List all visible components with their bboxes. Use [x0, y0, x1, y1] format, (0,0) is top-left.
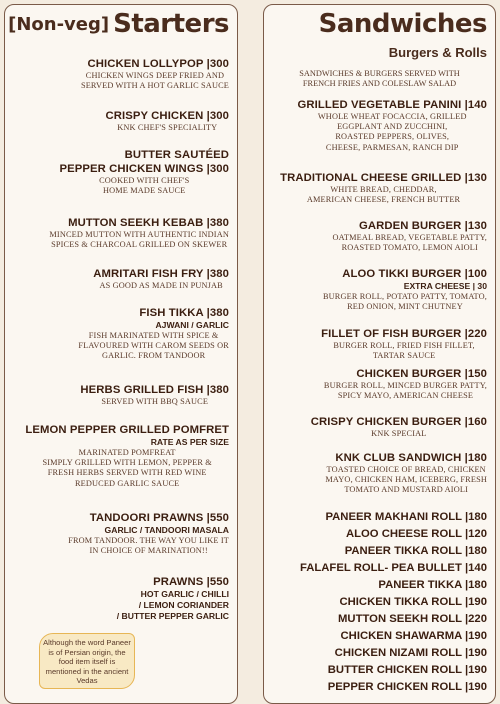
item-name: KNK CLUB SANDWICH |180: [335, 452, 487, 464]
item-desc: REDUCED GARLIC SAUCE: [74, 478, 180, 488]
menu-item-knk-club-sandwich: [325, 451, 487, 496]
item-desc: WHITE BREAD, CHEDDAR,: [330, 185, 437, 194]
paneer-fact-note: Although the word Paneer is of Persian origin, the food item itself is mentioned in the ancient Vedas: [39, 633, 135, 689]
item-name: FISH TIKKA |380: [139, 307, 229, 319]
item-desc: KNK CHEF'S SPECIALITY: [117, 123, 218, 132]
item-options: GARLIC / TANDOORI MASALA: [104, 525, 229, 535]
sandwiches-title: Sandwiches: [318, 9, 487, 39]
item-desc: MAYO, CHICKEN HAM, ICEBERG, FRESH: [325, 475, 487, 485]
item-desc: AMERICAN CHEESE, FRENCH BUTTER: [306, 195, 461, 205]
item-options: RATE AS PER SIZE: [150, 437, 229, 447]
item-name: LEMON PEPPER GRILLED POMFRET: [25, 424, 229, 436]
menu-item-prawns: [117, 575, 229, 622]
starters-title-text: Starters: [113, 9, 229, 39]
item-desc: BURGER ROLL, MINCED BURGER PATTY,: [323, 381, 487, 390]
item-desc: ROASTED PEPPERS, OLIVES,: [335, 132, 450, 142]
menu-item-crispy-chicken: [105, 109, 229, 133]
roll-item: PANEER MAKHANI ROLL |180: [325, 511, 487, 523]
roll-item: CHICKEN TIKKA ROLL |190: [339, 596, 487, 608]
item-name: ALOO TIKKI BURGER |100: [342, 268, 487, 280]
item-options: EXTRA CHEESE | 30: [403, 281, 487, 291]
menu-item-aloo-tikki-burger: [323, 267, 487, 312]
menu-item-garden-burger: [333, 219, 488, 253]
menu-item-amritari-fish-fry: [93, 267, 229, 291]
menu-item-chicken-lollypop: [81, 57, 229, 91]
item-name: TRADITIONAL CHEESE GRILLED |130: [280, 172, 487, 184]
item-name: GARDEN BURGER |130: [359, 220, 487, 232]
roll-item: PANEER TIKKA ROLL |180: [344, 545, 487, 557]
menu-item-grilled-vegetable-panini: [297, 98, 487, 153]
item-desc: CHEESE, PARMESAN, RANCH DIP: [325, 142, 459, 152]
roll-item: FALAFEL ROLL- PEA BULLET |140: [299, 562, 487, 574]
item-desc: FRESH HERBS SERVED WITH RED WINE: [47, 468, 207, 478]
non-veg-label: [Non-veg]: [8, 14, 110, 35]
item-name-line2: PEPPER CHICKEN WINGS |300: [59, 163, 229, 175]
item-options: HOT GARLIC / CHILLI: [140, 589, 229, 599]
menu-item-tandoori-prawns: [68, 511, 229, 556]
item-desc: ROASTED TOMATO, LEMON AIOLI: [341, 243, 478, 253]
item-name: CHICKEN BURGER |150: [356, 368, 487, 380]
item-desc: CHICKEN WINGS DEEP FRIED AND: [85, 71, 225, 80]
item-desc: SERVED WITH A HOT GARLIC SAUCE: [80, 81, 229, 91]
item-name: TANDOORI PRAWNS |550: [89, 512, 229, 524]
sandwiches-intro: [272, 69, 487, 89]
item-desc: SIMPLY GRILLED WITH LEMON, PEPPER &: [42, 458, 212, 468]
starters-title: [8, 11, 229, 38]
menu-item-traditional-cheese-grilled: [280, 171, 487, 205]
item-desc: IN CHOICE OF MARINATION!!: [89, 546, 208, 556]
roll-item: PANEER TIKKA |180: [378, 579, 487, 591]
roll-item: CHICKEN NIZAMI ROLL |190: [334, 647, 487, 659]
sandwiches-subtitle: Burgers & Rolls: [388, 45, 487, 60]
item-desc: EGGPLANT AND ZUCCHINI,: [337, 122, 448, 132]
intro-line: SANDWICHES & BURGERS SERVED WITH: [299, 69, 460, 78]
item-desc: TOMATO AND MUSTARD AIOLI: [344, 485, 468, 495]
item-name: CHICKEN LOLLYPOP |300: [87, 58, 229, 70]
item-desc: FROM TANDOOR. THE WAY YOU LIKE IT: [68, 536, 229, 545]
item-desc: HOME MADE SAUCE: [103, 186, 186, 196]
item-options: / BUTTER PEPPER GARLIC: [116, 611, 229, 621]
item-desc: TOASTED CHOICE OF BREAD, CHICKEN: [326, 465, 486, 474]
item-desc: SERVED WITH BBQ SAUCE: [101, 397, 209, 406]
item-desc: RED ONION, MINT CHUTNEY: [347, 302, 463, 312]
intro-line: FRENCH FRIES AND COLESLAW SALAD: [302, 79, 457, 89]
menu-item-pepper-chicken-wings: [59, 148, 229, 196]
roll-item: ALOO CHEESE ROLL |120: [345, 528, 487, 540]
menu-item-herbs-grilled-fish: [80, 383, 229, 407]
menu-item-fish-tikka: [78, 306, 229, 362]
item-desc: MINCED MUTTON WITH AUTHENTIC INDIAN: [49, 230, 229, 239]
item-name: PRAWNS |550: [153, 576, 229, 588]
item-name: BUTTER SAUTÉED: [124, 149, 229, 161]
item-desc: COOKED WITH CHEF'S: [99, 176, 190, 185]
starters-panel: [4, 4, 238, 704]
item-desc: WHOLE WHEAT FOCACCIA, GRILLED: [317, 112, 467, 121]
item-desc: OATMEAL BREAD, VEGETABLE PATTY,: [332, 233, 487, 242]
item-desc: BURGER ROLL, FRIED FISH FILLET,: [333, 341, 475, 350]
item-desc: MARINATED POMFREAT: [78, 448, 176, 457]
item-desc: BURGER ROLL, POTATO PATTY, TOMATO,: [322, 292, 487, 301]
item-name: FILLET OF FISH BURGER |220: [321, 328, 487, 340]
item-name: MUTTON SEEKH KEBAB |380: [68, 217, 229, 229]
item-desc: FLAVOURED WITH CAROM SEEDS OR: [78, 341, 229, 351]
sandwiches-panel: [263, 4, 496, 704]
item-name: CRISPY CHICKEN |300: [105, 110, 229, 122]
item-desc: KNK SPECIAL: [371, 429, 427, 438]
menu-item-fillet-of-fish-burger: [321, 327, 487, 361]
item-options: / LEMON CORIANDER: [138, 600, 229, 610]
roll-item: CHICKEN SHAWARMA |190: [340, 630, 487, 642]
item-desc: SPICES & CHARCOAL GRILLED ON SKEWER: [51, 240, 228, 250]
roll-item: PEPPER CHICKEN ROLL |190: [327, 681, 487, 693]
item-desc: FISH MARINATED WITH SPICE &: [88, 331, 219, 340]
item-desc: SPICY MAYO, AMERICAN CHEESE: [337, 391, 474, 401]
item-desc: AS GOOD AS MADE IN PUNJAB: [99, 281, 223, 290]
item-name: HERBS GRILLED FISH |380: [80, 384, 229, 396]
menu-item-chicken-burger: [324, 367, 487, 401]
roll-item: MUTTON SEEKH ROLL |220: [338, 613, 487, 625]
menu-item-crispy-chicken-burger: [311, 415, 487, 439]
item-name: GRILLED VEGETABLE PANINI |140: [297, 99, 487, 111]
item-name: AMRITARI FISH FRY |380: [93, 268, 229, 280]
item-desc: GARLIC. FROM TANDOOR: [101, 351, 206, 361]
menu-item-lemon-pepper-pomfret: [25, 423, 229, 489]
item-desc: TARTAR SAUCE: [372, 351, 436, 361]
item-options: AJWANI / GARLIC: [155, 320, 229, 330]
menu-item-mutton-seekh-kebab: [49, 216, 229, 250]
roll-item: BUTTER CHICKEN ROLL |190: [327, 664, 487, 676]
item-name: CRISPY CHICKEN BURGER |160: [310, 416, 487, 428]
